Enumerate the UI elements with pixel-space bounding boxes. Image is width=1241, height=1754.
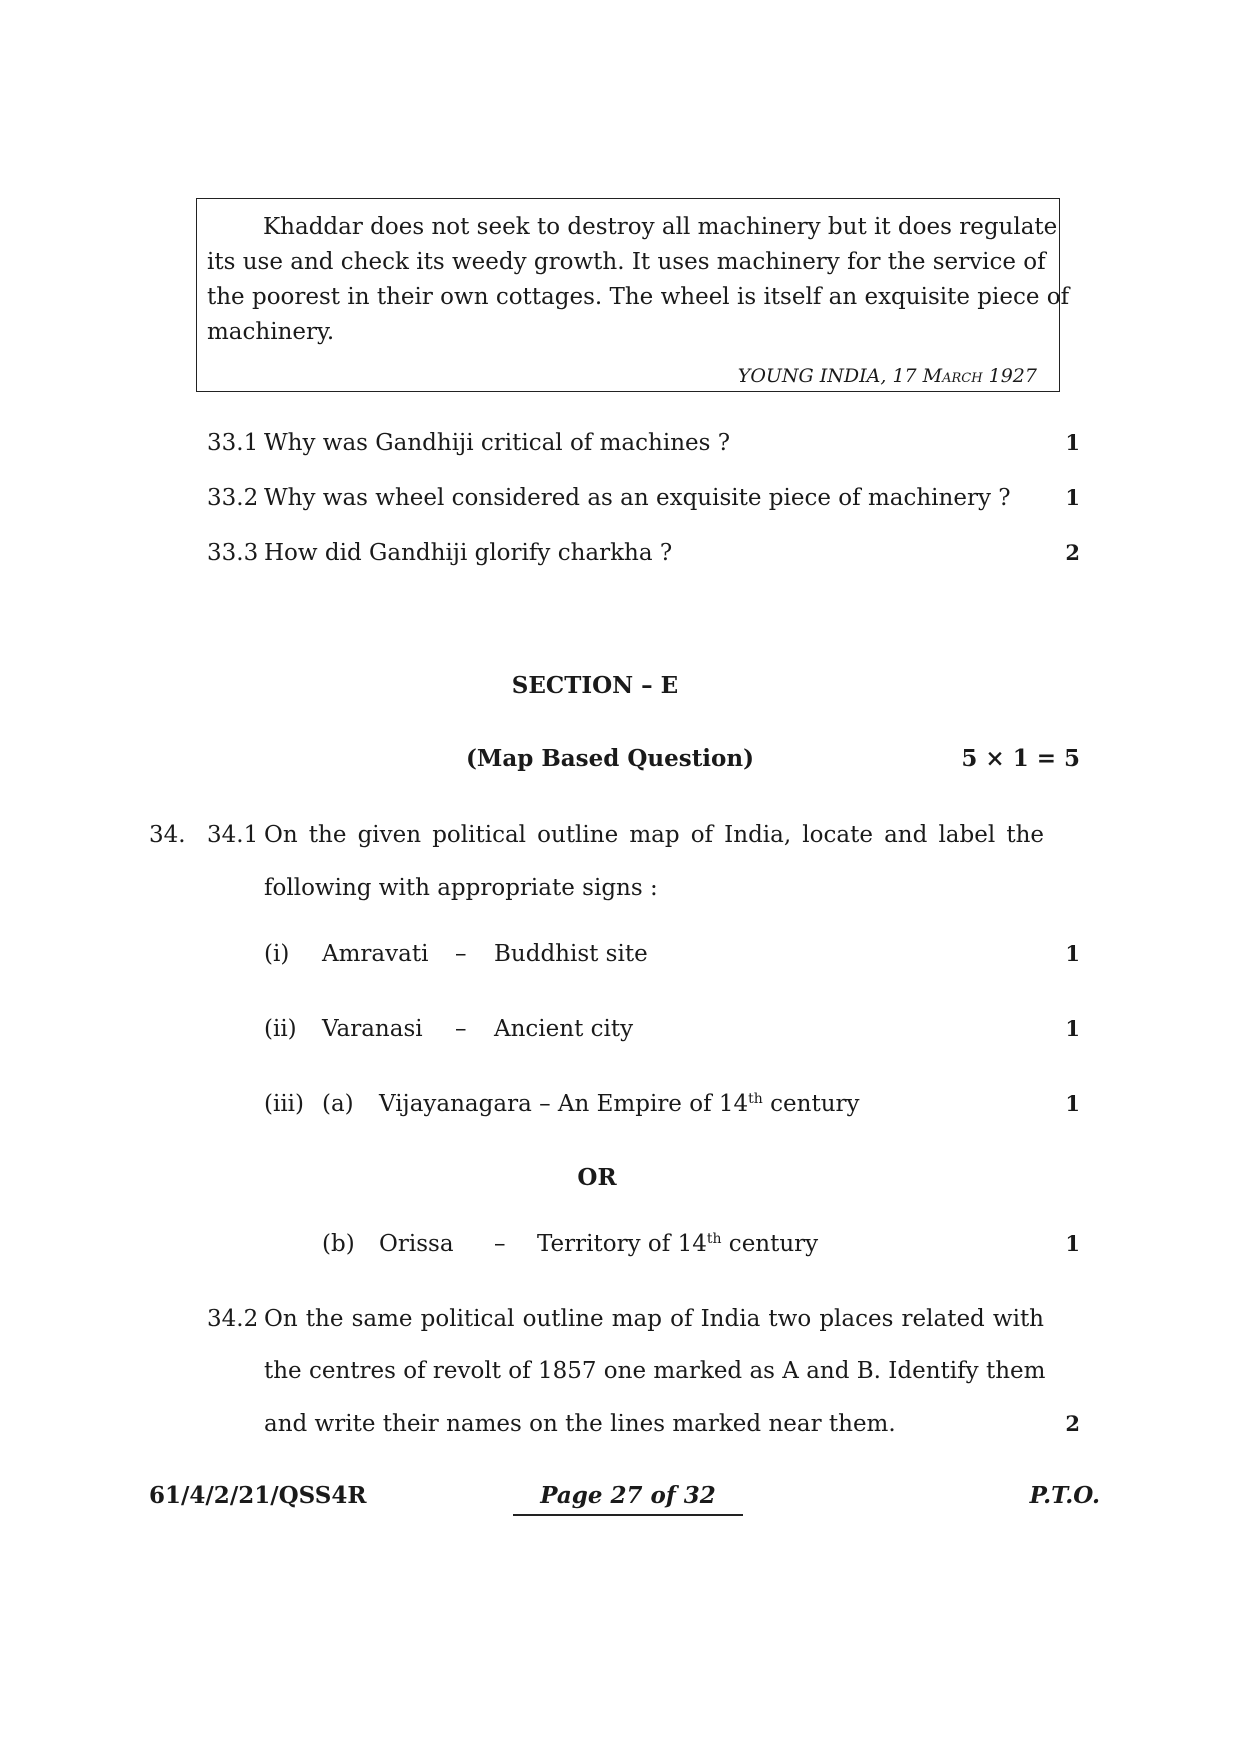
section-marks: 5 × 1 = 5: [961, 745, 1080, 772]
page-number-underline: [513, 1514, 743, 1516]
subquestion-text: On the same political outline map of India two places related with: [264, 1306, 1044, 1332]
option-text-main: Territory of 14: [537, 1231, 707, 1257]
item-marks: 1: [1065, 1016, 1080, 1041]
question-marks: 1: [1065, 485, 1080, 510]
subquestion-text: and write their names on the lines marked near them.: [264, 1411, 896, 1437]
quote-source-year: 1927: [982, 365, 1037, 387]
question-text: Why was wheel considered as an exquisite piece of machinery ?: [264, 485, 1011, 511]
option-text-main: Vijayanagara – An Empire of 14: [379, 1091, 749, 1117]
superscript: th: [706, 1231, 722, 1247]
question-text: How did Gandhiji glorify charkha ?: [264, 540, 673, 566]
subquestion-number: 34.2: [207, 1306, 259, 1332]
option-text-tail: century: [721, 1231, 819, 1257]
item-place: Varanasi: [322, 1016, 423, 1042]
page-number: Page 27 of 32: [540, 1482, 716, 1509]
item-label: (i): [264, 941, 290, 967]
option-text: [537, 1229, 818, 1259]
or-label: OR: [577, 1164, 617, 1191]
item-dash: –: [455, 1016, 467, 1042]
item-place: Orissa: [379, 1231, 454, 1257]
question-marks: 2: [1065, 540, 1080, 565]
option-text: [379, 1089, 860, 1119]
option-label: (b): [322, 1231, 355, 1257]
item-marks: 1: [1065, 1231, 1080, 1256]
question-number: 34.: [149, 822, 186, 848]
quote-line: its use and check its weedy growth. It uses machinery for the service of: [207, 249, 1046, 275]
subquestion-text: following with appropriate signs :: [264, 875, 658, 901]
quote-line: machinery.: [207, 319, 335, 345]
quote-line: the poorest in their own cottages. The wheel is itself an exquisite piece of: [207, 284, 1070, 310]
item-dash: –: [494, 1231, 506, 1257]
item-dash: –: [455, 941, 467, 967]
item-description: Ancient city: [494, 1016, 634, 1042]
subquestion-text: On the given political outline map of India, locate and label the: [264, 822, 1044, 848]
question-number: 33.1: [207, 430, 259, 456]
superscript: th: [748, 1091, 763, 1107]
item-label: (iii): [264, 1091, 305, 1117]
option-text-tail: century: [762, 1091, 860, 1117]
quote-source: [738, 364, 1037, 388]
paper-code: 61/4/2/21/QSS4R: [149, 1482, 367, 1509]
subquestion-marks: 2: [1065, 1411, 1080, 1436]
item-label: (ii): [264, 1016, 297, 1042]
quote-line: Khaddar does not seek to destroy all machinery but it does regulate: [263, 214, 1058, 240]
item-description: Buddhist site: [494, 941, 648, 967]
question-number: 33.3: [207, 540, 259, 566]
subquestion-number: 34.1: [207, 822, 259, 848]
question-marks: 1: [1065, 430, 1080, 455]
pto-label: P.T.O.: [1029, 1482, 1100, 1509]
question-text: Why was Gandhiji critical of machines ?: [264, 430, 731, 456]
quote-source-prefix: YOUNG INDIA, 17 M: [737, 365, 943, 387]
subquestion-text: the centres of revolt of 1857 one marked as A and B. Identify them: [264, 1358, 1046, 1384]
quote-source-month: arch: [942, 365, 983, 387]
item-marks: 1: [1065, 941, 1080, 966]
item-marks: 1: [1065, 1091, 1080, 1116]
section-subtitle: (Map Based Question): [466, 745, 754, 772]
option-label: (a): [322, 1091, 354, 1117]
question-number: 33.2: [207, 485, 259, 511]
section-title: SECTION – E: [511, 672, 679, 699]
item-place: Amravati: [322, 941, 429, 967]
